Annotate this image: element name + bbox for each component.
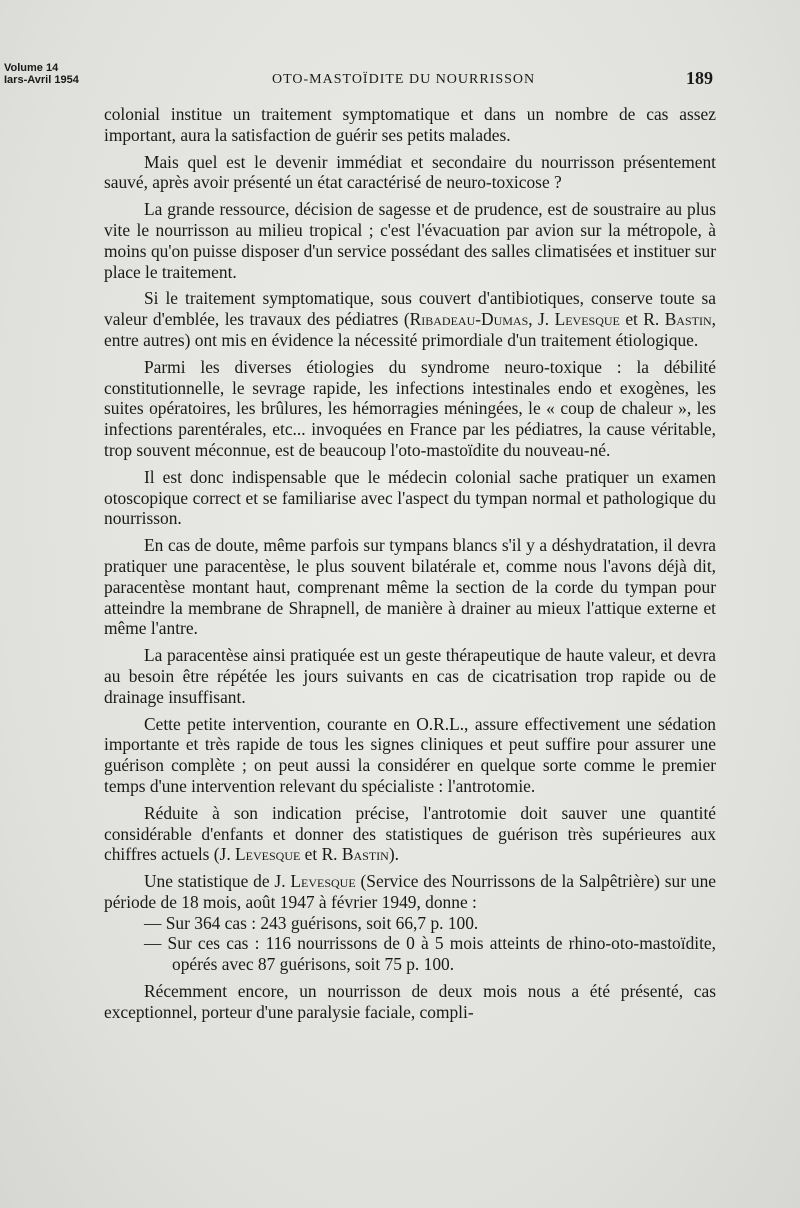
paragraph-3: La grande ressource, décision de sagesse et de prudence, est de soustraire au plus vite le nourrisson au milieu tropical ; c'est l'évacuation par avion sur la métropole, à moins qu'on puisse disposer d'un service possédant des salles climatisées et instituer sur place le traitement. xyxy=(104,199,716,282)
paragraph-4-text-d: , entre autres) ont mis en évidence la nécessité primordiale d'un traitement étiologique. xyxy=(104,309,716,350)
paragraph-1: colonial institue un traitement symptomatique et dans un nombre de cas assez important, aura la satisfaction de guérir ses petits malades. xyxy=(104,104,716,145)
paragraph-7: En cas de doute, même parfois sur tympans blancs s'il y a déshydratation, il devra pratiquer une paracentèse, le plus souvent bilatérale et, comme nous l'avons déjà dit, paracentèse montant haut, comprenant même la section de la corde du tympan pour atteindre la membrane de Shrapnell, de manière à drainer au mieux l'attique externe et même l'antre. xyxy=(104,535,716,639)
page-number: 189 xyxy=(686,68,713,88)
author-bastin: Bastin xyxy=(341,844,389,865)
article-body xyxy=(104,104,716,1029)
paragraph-10-text-c: ). xyxy=(388,844,399,865)
paragraph-10-text-a: Réduite à son indication précise, l'antrotomie doit sauver une quantité considérable d'enfants et donner des statistiques de guérison très supérieures aux chiffres actuels (J. xyxy=(104,802,716,865)
author-ribadeau-dumas: Ribadeau-Dumas xyxy=(409,309,529,330)
author-levesque: Levesque xyxy=(554,309,620,330)
paragraph-10 xyxy=(104,803,716,865)
statistic-item-2: — Sur ces cas : 116 nourrissons de 0 à 5 mois atteints de rhino-oto-mastoïdite, opérés avec 87 guérisons, soit 75 p. 100. xyxy=(144,933,716,975)
running-header xyxy=(0,60,800,100)
author-levesque: Levesque xyxy=(235,844,301,865)
author-levesque: Levesque xyxy=(290,871,356,892)
statistic-item-1: — Sur 364 cas : 243 guérisons, soit 66,7 p. 100. xyxy=(144,912,479,933)
paragraph-9: Cette petite intervention, courante en O.R.L., assure effectivement une sédation importante et très rapide de tous les signes cliniques et peut suffire pour assurer une guérison complète ; on peut aussi la considérer en quelque sorte comme le premier temps d'une intervention relevant du spécialiste : l'antrotomie. xyxy=(104,713,716,796)
paragraph-5: Parmi les diverses étiologies du syndrome neuro-toxique : la débilité constitutionnelle, le sevrage rapide, les infections intestinales endo et exogènes, les suites opératoires, les brûlures, les hémorragies méningées, le « coup de chaleur », les infections parentérales, etc... invoquées en France par les pédiatres, la cause véritable, trop souvent méconnue, est de beaucoup l'oto-mastoïdite du nouveau-né. xyxy=(104,356,716,460)
paragraph-4 xyxy=(104,288,716,350)
paragraph-12: Récemment encore, un nourrisson de deux mois nous a été présenté, cas exceptionnel, porteur d'une paralysie faciale, compli- xyxy=(104,981,716,1022)
issue-date: Iars-Avril 1954 xyxy=(4,74,79,86)
paragraph-2: Mais quel est le devenir immédiat et secondaire du nourrisson présentement sauvé, après avoir présenté un état caractérisé de neuro-toxicose ? xyxy=(104,151,716,193)
paragraph-4-text-a: Si le traitement symptomatique, sous couvert d'antibiotiques, conserve toute sa valeur d'emblée, les travaux des pédiatres ( xyxy=(104,288,716,330)
running-title: OTO-MASTOÏDITE DU NOURRISSON xyxy=(272,72,536,87)
paragraph-4-text-c: et R. xyxy=(619,309,665,330)
paragraph-4-text-b: , J. xyxy=(528,309,555,330)
volume-info xyxy=(4,62,79,86)
paragraph-11-text-a: Une statistique de J. xyxy=(144,871,291,892)
paragraph-6: Il est donc indispensable que le médecin colonial sache pratiquer un examen otoscopique correct et se familiarise avec l'aspect du tympan normal et pathologique du nourrisson. xyxy=(104,466,716,529)
paragraph-11-text-b: (Service des Nourrissons de la Salpêtrière) sur une période de 18 mois, août 1947 à février 1949, donne : xyxy=(104,871,716,912)
paragraph-11 xyxy=(104,871,716,913)
volume-number: Volume 14 xyxy=(4,62,59,74)
paragraph-10-text-b: et R. xyxy=(300,844,342,865)
author-bastin: Bastin xyxy=(664,309,712,330)
paragraph-8: La paracentèse ainsi pratiquée est un geste thérapeutique de haute valeur, et devra au besoin être répétée les jours suivants en cas de cicatrisation trop rapide ou de drainage insuffisant. xyxy=(104,645,716,707)
